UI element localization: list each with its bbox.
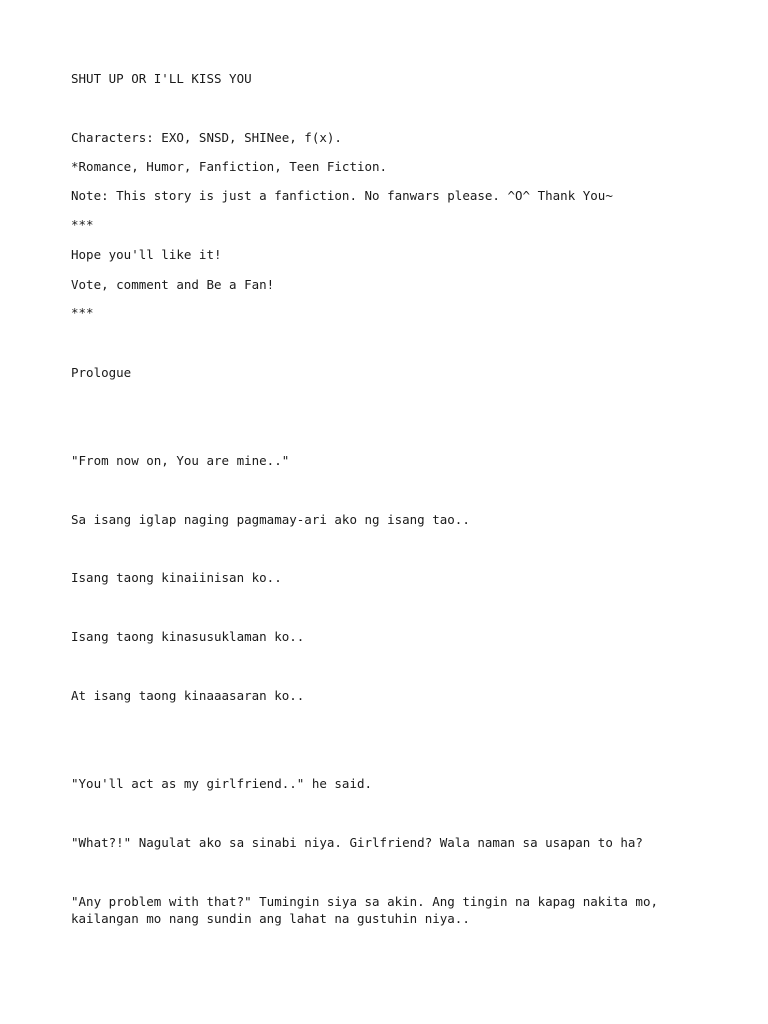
- characters-line: Characters: EXO, SNSD, SHINee, f(x).: [71, 130, 342, 145]
- separator: ***: [71, 305, 94, 320]
- paragraph: Isang taong kinasusuklaman ko..: [71, 629, 305, 644]
- vote-line: Vote, comment and Be a Fan!: [71, 277, 275, 292]
- paragraph: Sa isang iglap naging pagmamay-ari ako ng isang tao..: [71, 512, 470, 527]
- paragraph: At isang taong kinaaasaran ko..: [71, 688, 305, 703]
- document-title: SHUT UP OR I'LL KISS YOU: [71, 71, 252, 86]
- prologue-heading: Prologue: [71, 365, 132, 380]
- paragraph: "What?!" Nagulat ako sa sinabi niya. Girlfriend? Wala naman sa usapan to ha?: [71, 835, 643, 850]
- paragraph: "You'll act as my girlfriend.." he said.: [71, 776, 373, 791]
- genres-line: *Romance, Humor, Fanfiction, Teen Fiction.: [71, 159, 388, 174]
- paragraph: "Any problem with that?" Tumingin siya sa akin. Ang tingin na kapag nakita mo, kailangan mo nang sundin ang lahat na gustuhin niya..: [71, 894, 658, 926]
- note-line: Note: This story is just a fanfiction. No fanwars please. ^O^ Thank You~: [71, 188, 613, 203]
- paragraph: Isang taong kinaiinisan ko..: [71, 570, 282, 585]
- paragraph: "From now on, You are mine..": [71, 453, 290, 468]
- hope-line: Hope you'll like it!: [71, 247, 222, 262]
- separator: ***: [71, 217, 94, 232]
